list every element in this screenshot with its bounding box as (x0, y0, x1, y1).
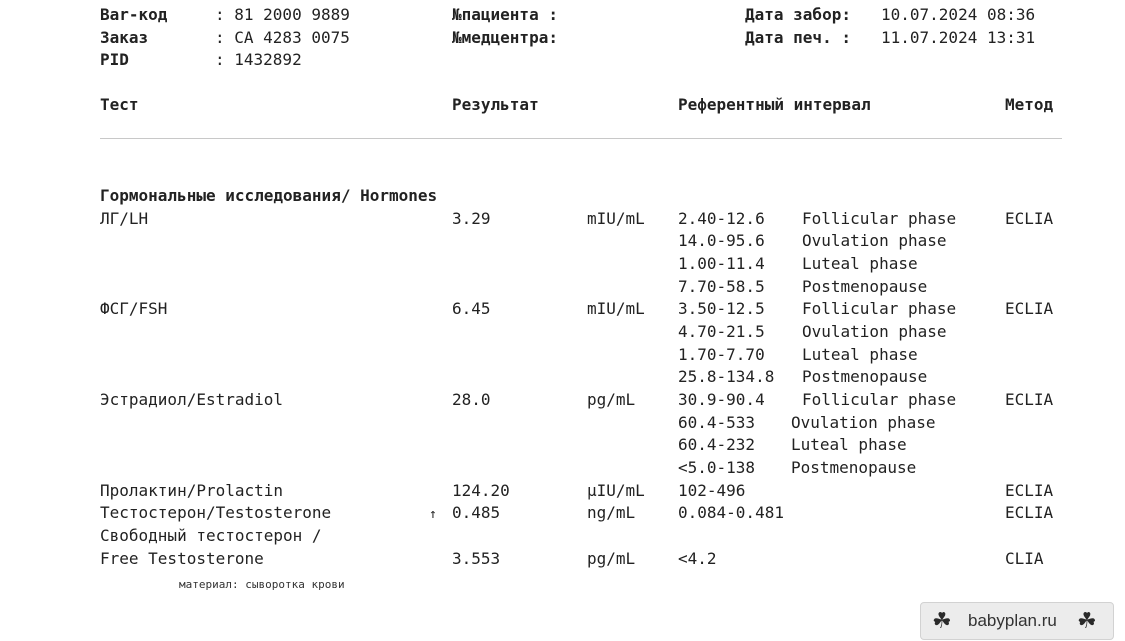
watermark-badge (920, 602, 1114, 640)
clover-icon: ☘ (1077, 608, 1097, 633)
test-unit: ng/mL (587, 503, 636, 522)
reference-range: 2.40-12.6 (678, 209, 765, 228)
clover-icon: ☘ (932, 608, 952, 633)
column-header-result: Результат (452, 95, 539, 114)
test-unit: pg/mL (587, 549, 636, 568)
test-result: 6.45 (452, 299, 491, 318)
reference-phase: Luteal phase (802, 345, 918, 364)
reference-phase: Luteal phase (791, 435, 907, 454)
watermark-text: babyplan.ru (968, 611, 1057, 630)
reference-phase: Postmenopause (802, 277, 928, 296)
reference-phase: Follicular phase (802, 390, 957, 409)
header-divider (100, 138, 1062, 139)
test-method: ECLIA (1005, 209, 1054, 228)
material-note: материал: сыворотка крови (179, 578, 345, 591)
test-method: ECLIA (1005, 503, 1054, 522)
collected-date-label: Дата забор: (745, 5, 851, 24)
test-name: Пролактин/Prolactin (100, 481, 284, 500)
pid-label: PID (100, 50, 129, 69)
reference-range: 0.084-0.481 (678, 503, 784, 522)
reference-range: 25.8-134.8 (678, 367, 775, 386)
test-method: ECLIA (1005, 299, 1054, 318)
reference-range: <5.0-138 (678, 458, 756, 477)
reference-phase: Ovulation phase (791, 413, 936, 432)
reference-phase: Ovulation phase (802, 322, 947, 341)
pid-value: : 1432892 (215, 50, 302, 69)
printed-date-label: Дата печ. : (745, 28, 851, 47)
test-name: Свободный тестостерон / (100, 526, 322, 545)
reference-phase: Follicular phase (802, 299, 957, 318)
test-result: 124.20 (452, 481, 510, 500)
test-unit: mIU/mL (587, 299, 645, 318)
collected-date-value: 10.07.2024 08:36 (881, 5, 1036, 24)
test-name: Тестостерон/Testosterone (100, 503, 332, 522)
reference-range: 30.9-90.4 (678, 390, 765, 409)
column-header-reference: Референтный интервал (678, 95, 871, 114)
reference-range: 1.70-7.70 (678, 345, 765, 364)
high-flag-arrow-icon: ↑ (429, 507, 437, 522)
medcenter-number-label: №медцентра: (452, 28, 558, 47)
test-unit: mIU/mL (587, 209, 645, 228)
reference-range: <4.2 (678, 549, 717, 568)
reference-range: 7.70-58.5 (678, 277, 765, 296)
reference-phase: Follicular phase (802, 209, 957, 228)
order-value: : CA 4283 0075 (215, 28, 350, 47)
reference-range: 14.0-95.6 (678, 231, 765, 250)
order-label: Заказ (100, 28, 149, 47)
reference-phase: Ovulation phase (802, 231, 947, 250)
reference-range: 1.00-11.4 (678, 254, 765, 273)
test-result: 0.485 (452, 503, 501, 522)
patient-number-label: №пациента : (452, 5, 558, 24)
barcode-label: Bar-код (100, 5, 168, 24)
printed-date-value: 11.07.2024 13:31 (881, 28, 1036, 47)
test-method: ECLIA (1005, 481, 1054, 500)
test-name: Эстрадиол/Estradiol (100, 390, 284, 409)
reference-phase: Postmenopause (791, 458, 917, 477)
column-header-method: Метод (1005, 95, 1054, 114)
section-title: Гормональные исследования/ Hormones (100, 186, 438, 205)
reference-range: 4.70-21.5 (678, 322, 765, 341)
column-header-test: Тест (100, 95, 139, 114)
test-result: 28.0 (452, 390, 491, 409)
test-name: ФСГ/FSH (100, 299, 168, 318)
test-method: ECLIA (1005, 390, 1054, 409)
test-unit: µIU/mL (587, 481, 645, 500)
test-name-line2: Free Testosterone (100, 549, 264, 568)
test-result: 3.29 (452, 209, 491, 228)
barcode-value: : 81 2000 9889 (215, 5, 350, 24)
reference-range: 102-496 (678, 481, 746, 500)
test-method: CLIA (1005, 549, 1044, 568)
reference-range: 3.50-12.5 (678, 299, 765, 318)
test-result: 3.553 (452, 549, 501, 568)
reference-phase: Luteal phase (802, 254, 918, 273)
reference-range: 60.4-232 (678, 435, 756, 454)
test-unit: pg/mL (587, 390, 636, 409)
reference-phase: Postmenopause (802, 367, 928, 386)
reference-range: 60.4-533 (678, 413, 756, 432)
test-name: ЛГ/LH (100, 209, 149, 228)
